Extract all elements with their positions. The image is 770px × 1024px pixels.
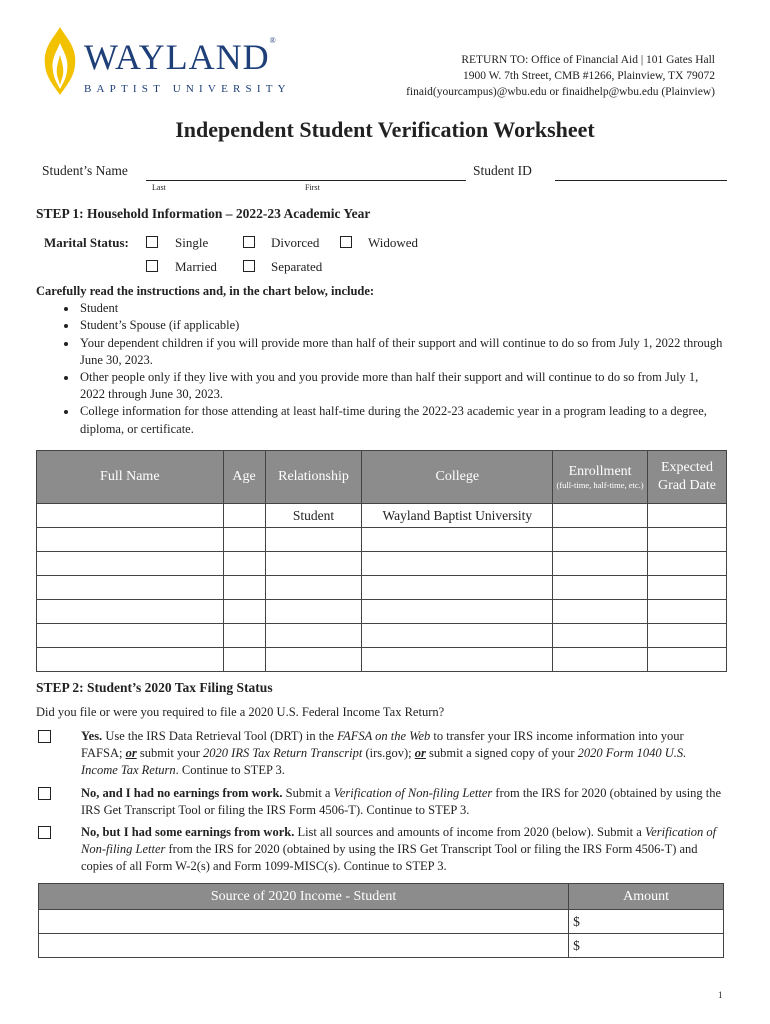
student-id-field[interactable]: [555, 180, 727, 181]
table-row[interactable]: [37, 552, 727, 576]
table-row[interactable]: [39, 934, 724, 958]
married-checkbox[interactable]: [146, 260, 158, 272]
student-id-label: Student ID: [473, 163, 532, 178]
col-relationship: Relationship: [265, 451, 362, 504]
page-title: Independent Student Verification Worksheet: [175, 117, 595, 142]
table-row[interactable]: [37, 600, 727, 624]
first-name-caption: First: [305, 183, 320, 192]
income-table: [38, 883, 724, 958]
amount-cell[interactable]: $: [569, 934, 724, 958]
marital-status-label: Marital Status:: [44, 235, 129, 250]
flame-logo-icon: [37, 25, 83, 97]
col-full-name: Full Name: [37, 451, 224, 504]
step2-heading: STEP 2: Student’s 2020 Tax Filing Status: [36, 680, 273, 695]
separated-label: Separated: [271, 259, 323, 274]
yes-filed-checkbox[interactable]: [38, 730, 51, 743]
table-row[interactable]: [37, 624, 727, 648]
list-item: • College information for those attending at least half-time during the 2022-23 academic year in a program leading to a degree, diploma, or certificate.: [78, 403, 726, 437]
col-college: College: [362, 451, 553, 504]
table-row[interactable]: [37, 648, 727, 672]
page-number: 1: [718, 990, 723, 1000]
instructions-intro: Carefully read the instructions and, in the chart below, include:: [36, 284, 375, 298]
divorced-label: Divorced: [271, 235, 320, 250]
instructions: [36, 283, 726, 438]
amount-cell[interactable]: $: [569, 910, 724, 934]
list-item: • Student’s Spouse (if applicable): [78, 317, 726, 334]
col-enrollment: Enrollment (full-time, half-time, etc.): [553, 451, 648, 504]
option-some-earnings-text: No, but I had some earnings from work. List all sources and amounts of income from 2020 (below). Submit a Verification of Non-filing Letter from the IRS for 2020 (obtained by using the IRS Get Transcript Tool or filing the IRS Form 4506-T) and copies of all Form W-2(s) and Form 1099-MISC(s). Continue to STEP 3.: [81, 825, 717, 874]
divorced-checkbox[interactable]: [243, 236, 255, 248]
student-name-label: Student’s Name: [42, 163, 128, 178]
some-earnings-checkbox[interactable]: [38, 826, 51, 839]
last-name-caption: Last: [152, 183, 166, 192]
university-logo-name: WAYLAND®: [84, 36, 277, 77]
option-no-earnings-text: No, and I had no earnings from work. Submit a Verification of Non-filing Letter from the IRS for 2020 (obtained by using the IRS Get Transcript Tool or filing the IRS Form 4506-T). Continue to STEP 3.: [81, 786, 722, 818]
step1-heading: STEP 1: Household Information – 2022-23 Academic Year: [36, 206, 371, 221]
col-income-source: Source of 2020 Income - Student: [39, 884, 569, 910]
widowed-checkbox[interactable]: [340, 236, 352, 248]
widowed-label: Widowed: [368, 235, 419, 250]
table-row[interactable]: [39, 910, 724, 934]
university-logo-subtitle: BAPTIST UNIVERSITY: [84, 83, 291, 95]
return-address: RETURN TO: Office of Financial Aid | 101 Gates Hall 1900 W. 7th Street, CMB #1266, Plainview, TX 79072 finaid(yourcampus)@wbu.edu or finaidhelp@wbu.edu (Plainview): [406, 54, 715, 98]
list-item: • Other people only if they live with you and you provide more than half their support and will continue to do so from July 1, 2022 through June 30, 2023.: [78, 369, 726, 403]
table-row[interactable]: [37, 528, 727, 552]
married-label: Married: [175, 259, 217, 274]
single-checkbox[interactable]: [146, 236, 158, 248]
single-label: Single: [175, 235, 209, 250]
option-yes-text: Yes. Use the IRS Data Retrieval Tool (DRT) in the FAFSA on the Web to transfer your IRS income information into your FAFSA; or submit your 2020 IRS Tax Return Transcript (irs.gov); or submit a signed copy of your 2020 Form 1040 U.S. Income Tax Return. Continue to STEP 3.: [81, 729, 687, 778]
relationship-cell: Student: [265, 504, 362, 528]
table-header-row: [37, 451, 727, 504]
college-cell: Wayland Baptist University: [362, 504, 553, 528]
instructions-list: [36, 300, 726, 438]
separated-checkbox[interactable]: [243, 260, 255, 272]
household-table: [36, 450, 727, 672]
col-amount: Amount: [569, 884, 724, 910]
col-age: Age: [223, 451, 265, 504]
student-name-field[interactable]: [146, 180, 466, 181]
list-item: • Student: [78, 300, 726, 317]
income-header-row: [39, 884, 724, 910]
table-row[interactable]: [37, 576, 727, 600]
table-row: [37, 504, 727, 528]
list-item: • Your dependent children if you will provide more than half of their support and will continue to do so from July 1, 2022 through June 30, 2023.: [78, 335, 726, 369]
step2-question: Did you file or were you required to file a 2020 U.S. Federal Income Tax Return?: [36, 705, 445, 719]
col-expected-grad: Expected Grad Date: [648, 451, 727, 504]
no-earnings-checkbox[interactable]: [38, 787, 51, 800]
